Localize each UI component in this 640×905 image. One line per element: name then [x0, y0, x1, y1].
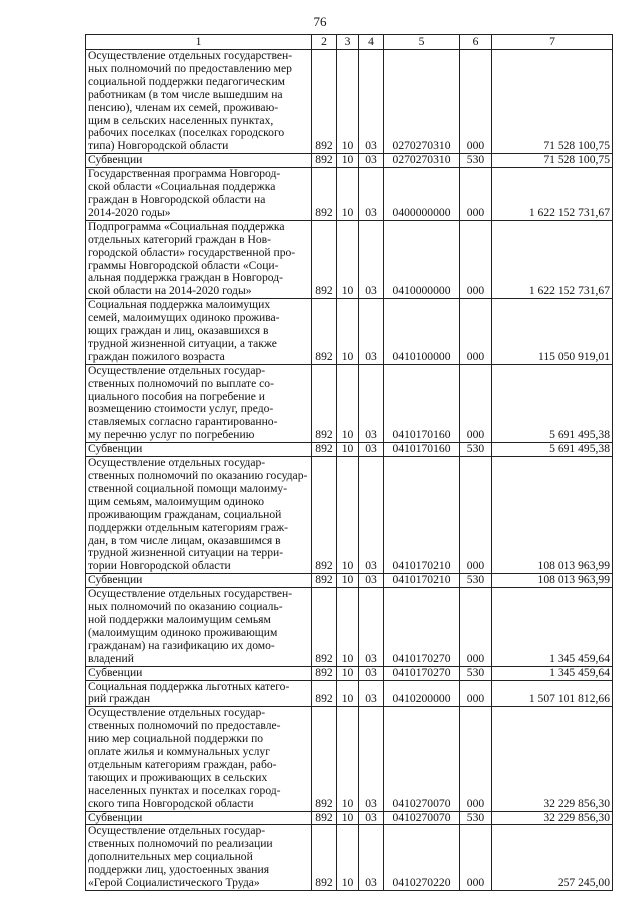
row-description: Субвенции — [86, 811, 312, 825]
target-article-code: 0410170160 — [384, 443, 460, 457]
target-article-code: 0410270070 — [384, 811, 460, 825]
row-description: Осуществление отдельных государ- ственных полномочий по выплате со- циального пособия на погребение и возмещению стоимости услуг, предо- ставляемых согласно гарантированно- му перечню услуг по погребению — [86, 364, 312, 442]
expense-type-code: 000 — [460, 168, 492, 221]
subsection-code: 03 — [359, 364, 384, 442]
section-code: 10 — [337, 299, 359, 365]
expense-type-code: 000 — [460, 457, 492, 574]
amount: 108 013 963,99 — [492, 574, 613, 588]
target-article-code: 0410270070 — [384, 707, 460, 811]
column-header-1: 1 — [86, 35, 312, 50]
row-description: Осуществление отдельных государ- ственных полномочий по предоставле- нию мер социальной поддержки по оплате жилья и коммунальных услуг отдельным категориям граждан, рабо- тающих и проживающих в сельских населенных пунктах и поселках город- ского типа Новгородской области — [86, 707, 312, 811]
row-description: Социальная поддержка малоимущих семей, малоимущих одиноко прожива- ющих граждан и лиц, оказавшихся в трудной жизненной ситуации, а также граждан пожилого возраста — [86, 299, 312, 365]
page-number: 76 — [313, 14, 327, 29]
amount: 1 507 101 812,66 — [492, 680, 613, 707]
table-row — [86, 168, 613, 221]
subsection-code: 03 — [359, 666, 384, 680]
ministry-code: 892 — [312, 811, 337, 825]
section-code: 10 — [337, 825, 359, 891]
row-description: Социальная поддержка льготных катего- рий граждан — [86, 680, 312, 707]
subsection-code: 03 — [359, 680, 384, 707]
ministry-code: 892 — [312, 457, 337, 574]
amount: 5 691 495,38 — [492, 443, 613, 457]
subsection-code: 03 — [359, 811, 384, 825]
amount: 1 345 459,64 — [492, 666, 613, 680]
row-description: Осуществление отдельных государ- ственных полномочий по реализации дополнительных мер социальной поддержки лиц, удостоенных звания «Герой Социалистического Труда» — [86, 825, 312, 891]
section-code: 10 — [337, 811, 359, 825]
table-row — [86, 666, 613, 680]
row-description: Субвенции — [86, 154, 312, 168]
table-row — [86, 154, 613, 168]
subsection-code: 03 — [359, 574, 384, 588]
amount: 1 622 152 731,67 — [492, 220, 613, 298]
amount: 32 229 856,30 — [492, 811, 613, 825]
table-row — [86, 574, 613, 588]
expense-type-code: 000 — [460, 50, 492, 154]
ministry-code: 892 — [312, 168, 337, 221]
target-article-code: 0410170270 — [384, 588, 460, 666]
budget-table — [85, 34, 613, 891]
table-row — [86, 443, 613, 457]
target-article-code: 0410170270 — [384, 666, 460, 680]
target-article-code: 0410170210 — [384, 574, 460, 588]
expense-type-code: 530 — [460, 574, 492, 588]
table-row — [86, 50, 613, 154]
column-header-3: 3 — [337, 35, 359, 50]
amount: 71 528 100,75 — [492, 154, 613, 168]
section-code: 10 — [337, 50, 359, 154]
expense-type-code: 000 — [460, 299, 492, 365]
subsection-code: 03 — [359, 457, 384, 574]
row-description: Государственная программа Новгород- ской области «Социальная поддержка граждан в Новгородской области на 2014-2020 годы» — [86, 168, 312, 221]
target-article-code: 0410170210 — [384, 457, 460, 574]
table-row — [86, 364, 613, 442]
row-description: Осуществление отдельных государ- ственных полномочий по оказанию государ- ственной социальной помощи малоиму- щим семьям, малоимущим одиноко проживающим гражданам, социальной поддержки отдельным категориям граж- дан, в том числе лицам, оказавшимся в трудной жизненной ситуации на терри- тории Новгородской области — [86, 457, 312, 574]
row-description: Осуществление отдельных государствен- ных полномочий по предоставлению мер социальной поддержки педагогическим работникам (в том числе вышедшим на пенсию), членам их семей, проживаю- щим в сельских населенных пунктах, рабочих поселках (поселках городского типа) Новгородской области — [86, 50, 312, 154]
table-row — [86, 825, 613, 891]
target-article-code: 0410000000 — [384, 220, 460, 298]
section-code: 10 — [337, 574, 359, 588]
table-row — [86, 457, 613, 574]
ministry-code: 892 — [312, 825, 337, 891]
row-description: Подпрограмма «Социальная поддержка отдельных категорий граждан в Нов- городской области» государственной про- граммы Новгородской области «Соци- альная поддержка граждан в Новгород- ской области на 2014-2020 годы» — [86, 220, 312, 298]
column-header-4: 4 — [359, 35, 384, 50]
section-code: 10 — [337, 680, 359, 707]
amount: 1 345 459,64 — [492, 588, 613, 666]
subsection-code: 03 — [359, 707, 384, 811]
expense-type-code: 000 — [460, 364, 492, 442]
subsection-code: 03 — [359, 588, 384, 666]
section-code: 10 — [337, 707, 359, 811]
section-code: 10 — [337, 457, 359, 574]
table-row — [86, 299, 613, 365]
ministry-code: 892 — [312, 574, 337, 588]
section-code: 10 — [337, 364, 359, 442]
subsection-code: 03 — [359, 50, 384, 154]
expense-type-code: 000 — [460, 588, 492, 666]
subsection-code: 03 — [359, 299, 384, 365]
target-article-code: 0410170160 — [384, 364, 460, 442]
subsection-code: 03 — [359, 168, 384, 221]
target-article-code: 0270270310 — [384, 50, 460, 154]
ministry-code: 892 — [312, 154, 337, 168]
row-description: Субвенции — [86, 443, 312, 457]
table-row — [86, 811, 613, 825]
section-code: 10 — [337, 588, 359, 666]
column-header-6: 6 — [460, 35, 492, 50]
expense-type-code: 530 — [460, 666, 492, 680]
expense-type-code: 000 — [460, 680, 492, 707]
table-row — [86, 680, 613, 707]
target-article-code: 0410200000 — [384, 680, 460, 707]
ministry-code: 892 — [312, 666, 337, 680]
section-code: 10 — [337, 168, 359, 221]
section-code: 10 — [337, 443, 359, 457]
subsection-code: 03 — [359, 220, 384, 298]
subsection-code: 03 — [359, 825, 384, 891]
table-row — [86, 707, 613, 811]
expense-type-code: 530 — [460, 443, 492, 457]
target-article-code: 0400000000 — [384, 168, 460, 221]
ministry-code: 892 — [312, 299, 337, 365]
ministry-code: 892 — [312, 707, 337, 811]
section-code: 10 — [337, 666, 359, 680]
amount: 5 691 495,38 — [492, 364, 613, 442]
section-code: 10 — [337, 154, 359, 168]
table-row — [86, 220, 613, 298]
subsection-code: 03 — [359, 154, 384, 168]
expense-type-code: 530 — [460, 154, 492, 168]
row-description: Осуществление отдельных государствен- ных полномочий по оказанию социаль- ной поддержки малоимущим семьям (малоимущим одиноко проживающим гражданам) на газификацию их домо- владений — [86, 588, 312, 666]
column-header-7: 7 — [492, 35, 613, 50]
ministry-code: 892 — [312, 680, 337, 707]
amount: 115 050 919,01 — [492, 299, 613, 365]
ministry-code: 892 — [312, 364, 337, 442]
amount: 71 528 100,75 — [492, 50, 613, 154]
amount: 257 245,00 — [492, 825, 613, 891]
amount: 32 229 856,30 — [492, 707, 613, 811]
target-article-code: 0410270220 — [384, 825, 460, 891]
table-row — [86, 588, 613, 666]
ministry-code: 892 — [312, 220, 337, 298]
expense-type-code: 000 — [460, 220, 492, 298]
subsection-code: 03 — [359, 443, 384, 457]
table-header-row — [86, 35, 613, 50]
expense-type-code: 000 — [460, 825, 492, 891]
amount: 1 622 152 731,67 — [492, 168, 613, 221]
ministry-code: 892 — [312, 588, 337, 666]
target-article-code: 0410100000 — [384, 299, 460, 365]
expense-type-code: 000 — [460, 707, 492, 811]
ministry-code: 892 — [312, 443, 337, 457]
row-description: Субвенции — [86, 666, 312, 680]
column-header-5: 5 — [384, 35, 460, 50]
ministry-code: 892 — [312, 50, 337, 154]
expense-type-code: 530 — [460, 811, 492, 825]
column-header-2: 2 — [312, 35, 337, 50]
target-article-code: 0270270310 — [384, 154, 460, 168]
row-description: Субвенции — [86, 574, 312, 588]
amount: 108 013 963,99 — [492, 457, 613, 574]
section-code: 10 — [337, 220, 359, 298]
